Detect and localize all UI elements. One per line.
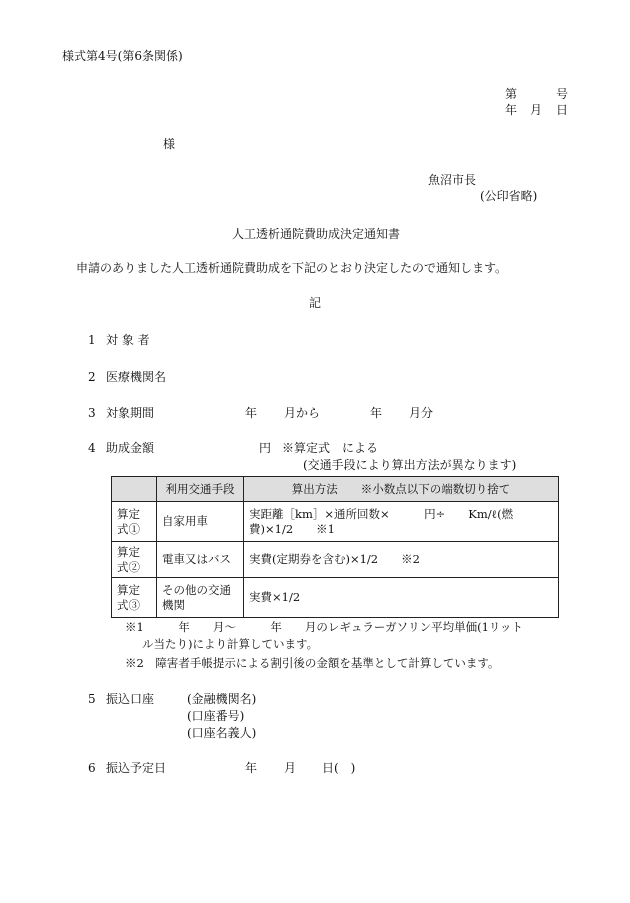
item-hospital-num: 2 <box>88 370 96 384</box>
item-bank-num: 5 <box>88 692 96 706</box>
calc-mode-2: 電車又はバス <box>157 542 244 578</box>
calc-mode-1: 自家用車 <box>157 502 244 542</box>
item-amount-label: 助成金額 <box>106 441 155 455</box>
calc-method-2: 実費(定期券を含む)×1/2 ※2 <box>244 542 559 578</box>
calc-mode-3: その他の交通機関 <box>157 578 244 618</box>
item-period-label: 対象期間 <box>106 406 155 420</box>
item-subject-label: 対 象 者 <box>106 333 150 347</box>
period-from-year: 年 <box>245 406 258 420</box>
bank-institution: (金融機関名) <box>187 692 257 706</box>
item-amount-num: 4 <box>88 441 96 455</box>
calc-formula-3: 算定式③ <box>112 578 157 618</box>
calc-header-mode: 利用交通手段 <box>157 477 244 502</box>
calc-header-method: 算出方法 ※小数点以下の端数切り捨て <box>244 477 559 502</box>
addressee-suffix: 様 <box>163 137 176 151</box>
bank-account-holder: (口座名義人) <box>187 726 257 740</box>
issuer-seal: (公印省略) <box>480 189 538 203</box>
amount-method-note: (交通手段により算出方法が異なります) <box>303 458 517 472</box>
amount-yen: 円 <box>259 441 272 455</box>
transfer-month: 月 <box>284 761 297 775</box>
transfer-day: 日( ) <box>322 761 356 775</box>
item-hospital-label: 医療機関名 <box>106 370 167 384</box>
calc-table-header <box>112 477 559 502</box>
item-subject-num: 1 <box>88 333 96 347</box>
issuer-title: 魚沼市長 <box>428 173 477 187</box>
item-period-num: 3 <box>88 406 96 420</box>
item-bank-label: 振込口座 <box>106 692 155 706</box>
calc-formula-2: 算定式② <box>112 542 157 578</box>
note-1-line-1: ※1 年 月～ 年 月のレギュラーガソリン平均単価(1リット <box>125 620 523 634</box>
amount-formula-note: ※算定式 による <box>282 441 379 455</box>
period-from-month: 月から <box>284 406 321 420</box>
calc-header-blank <box>112 477 157 502</box>
item-transfer-label: 振込予定日 <box>106 761 167 775</box>
note-2: ※2 障害者手帳提示による割引後の金額を基準として計算しています。 <box>125 656 500 670</box>
note-1-line-2: ル当たり)により計算しています。 <box>142 637 319 651</box>
calc-method-3: 実費×1/2 <box>244 578 559 618</box>
doc-number-go: 号 <box>556 87 569 101</box>
calc-table <box>111 476 559 618</box>
transfer-year: 年 <box>245 761 258 775</box>
calc-row-1 <box>112 502 559 542</box>
period-to-month: 月分 <box>409 406 434 420</box>
calc-row-2 <box>112 542 559 578</box>
doc-number-dai: 第 <box>505 87 518 101</box>
doc-date-day: 日 <box>556 103 569 117</box>
calc-row-3 <box>112 578 559 618</box>
form-label: 様式第4号(第6条関係) <box>62 49 183 63</box>
item-transfer-num: 6 <box>88 761 96 775</box>
document-title: 人工透析通院費助成決定通知書 <box>232 227 401 241</box>
intro-text: 申請のありました人工透析通院費助成を下記のとおり決定したので通知します。 <box>76 261 508 275</box>
doc-date-month: 月 <box>530 103 543 117</box>
calc-method-1: 実距離［km］×通所回数× 円÷ Km/ℓ(燃費)×1/2 ※1 <box>244 502 559 542</box>
calc-formula-1: 算定式① <box>112 502 157 542</box>
ki-marker: 記 <box>309 296 322 310</box>
period-to-year: 年 <box>370 406 383 420</box>
bank-account-number: (口座番号) <box>187 709 245 723</box>
doc-date-year: 年 <box>505 103 518 117</box>
